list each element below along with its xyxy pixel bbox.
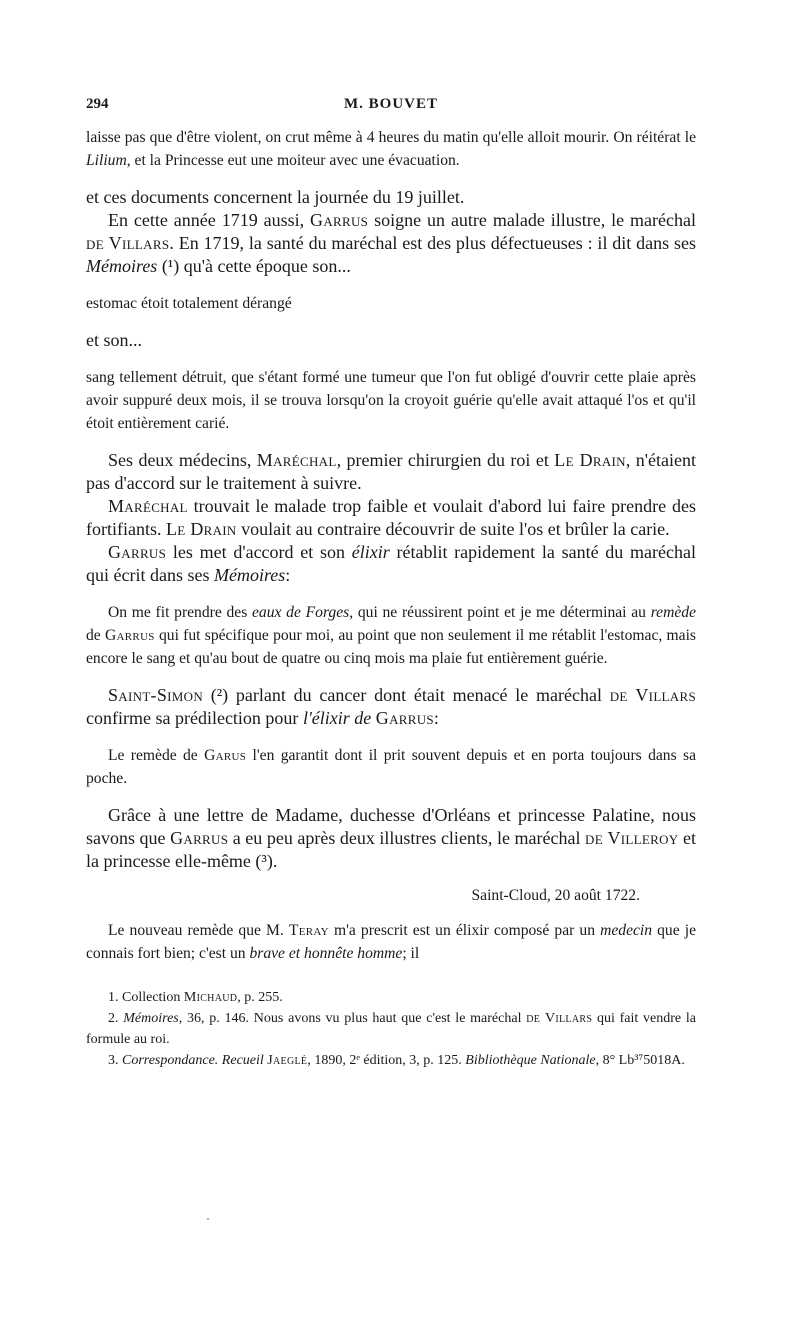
paragraph-6: Garrus les met d'accord et son élixir rétablit rapidement la santé du maréchal qui écrit dans ses Mémoires: — [86, 542, 696, 585]
print-speck — [207, 1218, 209, 1220]
page — [86, 96, 696, 1071]
quote-5: Le remède de Garus l'en garantit dont il prit souvent depuis et en porta toujours dans sa poche. — [86, 747, 696, 787]
running-head — [86, 96, 696, 116]
paragraph-4: Ses deux médecins, Maréchal, premier chirurgien du roi et Le Drain, n'étaient pas d'accord sur le traitement à suivre. — [86, 450, 696, 493]
running-title: M. BOUVET — [343, 96, 438, 112]
quote-1: laisse pas que d'être violent, on crut même à 4 heures du matin qu'elle alloit mourir. On réitérat le Lilium, et la Princesse eut une moiteur avec une évacuation. — [86, 129, 696, 169]
paragraph-8: Grâce à une lettre de Madame, duchesse d'Orléans et princesse Palatine, nous savons que Garrus a eu peu après deux illustres clients, le maréchal de Villeroy et la princesse elle-même (³). — [86, 805, 696, 871]
paragraph-2: En cette année 1719 aussi, Garrus soigne un autre malade illustre, le maréchal de Villars. En 1719, la santé du maréchal est des plus défectueuses : il dit dans ses Mémoires (¹) qu'à cette époque son... — [86, 210, 696, 276]
page-number: 294 — [86, 96, 109, 112]
footnote-1: 1. Collection Michaud, p. 255. — [108, 990, 283, 1005]
paragraph-3: et son... — [86, 330, 142, 350]
quote-4: On me fit prendre des eaux de Forges, qui ne réussirent point et je me déterminai au remède de Garrus qui fut spécifique pour moi, au point que non seulement il me rétablit l'estomac, mais encore le sang et qu'au bout de quatre ou cinq mois ma plaie fut entièrement guérie. — [86, 604, 697, 667]
footnotes — [86, 987, 696, 1071]
quote-3: sang tellement détruit, que s'étant formé une tumeur que l'on fut obligé d'ouvrir cette plaie après avoir suppuré deux mois, il se trouva lorsqu'on la croyoit guérie qu'elle avait attaqué l'os et qu'il étoit entièrement carié. — [86, 369, 696, 432]
quote-2: estomac étoit totalement dérangé — [86, 295, 292, 312]
paragraph-7: Saint-Simon (²) parlant du cancer dont était menacé le maréchal de Villars confirme sa prédilection pour l'élixir de Garrus: — [86, 685, 696, 728]
paragraph-1: et ces documents concernent la journée du 19 juillet. — [86, 187, 465, 207]
paragraph-5: Maréchal trouvait le malade trop faible et voulait d'abord lui faire prendre des fortifiants. Le Drain voulait au contraire découvrir de suite l'os et brûler la carie. — [86, 496, 696, 539]
quote-6: Le nouveau remède que M. Teray m'a prescrit est un élixir composé par un medecin que je connais fort bien; c'est un brave et honnête homme; il — [86, 922, 696, 962]
dateline: Saint-Cloud, 20 août 1722. — [471, 887, 640, 904]
footnote-3: 3. Correspondance. Recueil Jaeglé, 1890, 2ᵉ édition, 3, p. 125. Bibliothèque Nationale, 8° Lb³⁷5018A. — [108, 1053, 685, 1068]
footnote-2: 2. Mémoires, 36, p. 146. Nous avons vu plus haut que c'est le maréchal de Villars qui fait vendre la formule au roi. — [86, 1011, 696, 1047]
